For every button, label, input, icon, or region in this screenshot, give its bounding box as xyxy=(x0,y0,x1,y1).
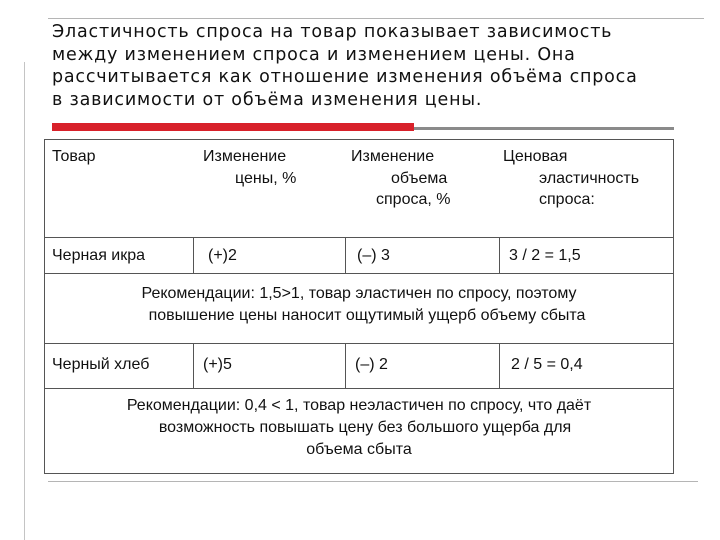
intro-line: между изменением спроса и изменением цены. Она xyxy=(52,44,576,65)
row-divider xyxy=(45,273,673,274)
column-divider xyxy=(499,343,500,388)
column-divider xyxy=(345,238,346,273)
header-product xyxy=(52,146,192,243)
header-product-label: Товар xyxy=(52,148,96,165)
intro-line: в зависимости от объёма изменения цены. xyxy=(52,90,483,111)
accent-bar-rule xyxy=(414,127,674,130)
cell-product: Черная икра xyxy=(52,247,146,264)
row-divider xyxy=(45,388,673,389)
cell-price-change: (+)2 xyxy=(208,247,237,264)
column-divider xyxy=(499,238,500,273)
row-divider xyxy=(45,343,673,344)
header-elasticity-line: эластичность xyxy=(539,169,640,187)
cell-elasticity: 3 / 2 = 1,5 xyxy=(509,247,581,264)
recommendation-line: повышение цены наносит ощутимый ущерб объему сбыта xyxy=(148,307,586,324)
accent-bar xyxy=(52,123,414,131)
cell-product: Черный хлеб xyxy=(52,356,150,373)
recommendation-line: Рекомендации: 1,5>1, товар эластичен по спросу, поэтому xyxy=(141,285,577,302)
column-divider xyxy=(193,343,194,388)
intro-paragraph xyxy=(52,21,692,112)
table-row xyxy=(45,238,673,273)
cell-elasticity: 2 / 5 = 0,4 xyxy=(511,356,583,373)
header-demand-change xyxy=(351,146,501,243)
cell-demand-change: (–) 3 xyxy=(357,247,390,264)
intro-line: Эластичность спроса на товар показывает зависимость xyxy=(52,22,613,42)
header-elasticity-line: Ценовая xyxy=(503,148,568,165)
bottom-rule xyxy=(48,481,698,482)
header-demand-change-line: объема xyxy=(391,169,448,187)
header-price-change xyxy=(203,146,343,243)
header-demand-change-line: Изменение xyxy=(351,148,435,165)
elasticity-table xyxy=(44,139,674,474)
cell-demand-change: (–) 2 xyxy=(355,356,388,373)
header-price-change-line: цены, % xyxy=(235,169,297,187)
header-demand-change-line: спроса, % xyxy=(376,191,451,208)
intro-line: рассчитывается как отношение изменения объёма спроса xyxy=(52,67,638,88)
recommendation-text xyxy=(45,395,673,461)
cell-price-change: (+)5 xyxy=(203,356,232,373)
recommendation-line: Рекомендации: 0,4 < 1, товар неэластичен по спросу, что даёт xyxy=(126,397,592,414)
recommendation-line: возможность повышать цену без большого ущерба для xyxy=(158,419,572,436)
table-header-row xyxy=(45,140,673,237)
recommendation-line: объема сбыта xyxy=(306,441,412,458)
header-price-change-line: Изменение xyxy=(203,148,287,165)
column-divider xyxy=(193,238,194,273)
table-row xyxy=(45,343,673,388)
row-divider xyxy=(45,237,673,238)
column-divider xyxy=(345,343,346,388)
recommendation-text xyxy=(45,283,673,327)
top-rule xyxy=(48,18,704,19)
left-rule xyxy=(24,62,25,540)
header-elasticity xyxy=(503,146,673,243)
header-elasticity-line: спроса: xyxy=(539,191,595,208)
